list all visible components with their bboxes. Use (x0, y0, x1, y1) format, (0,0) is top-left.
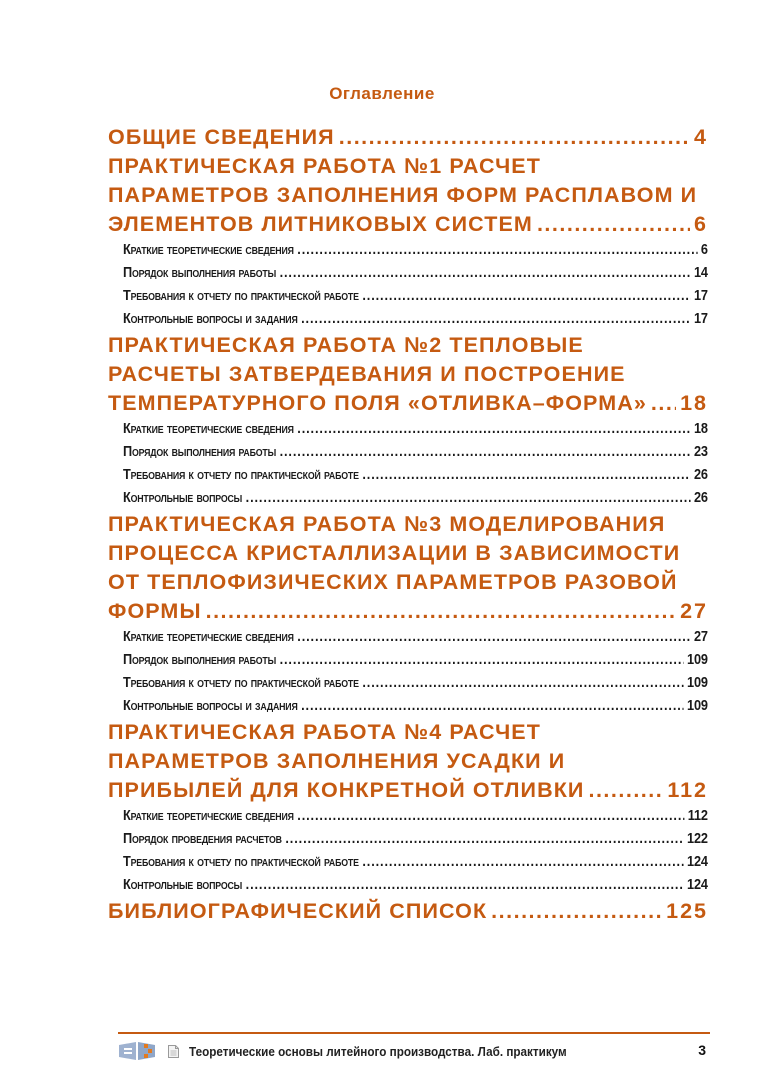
page-ref: 109 (687, 698, 708, 714)
subsection-title: Порядок выполнения работы (122, 652, 277, 668)
book-logo (118, 1041, 156, 1061)
subsection-title: Контрольные вопросы (122, 877, 243, 893)
page-footer (118, 1040, 710, 1062)
dot-leader (297, 239, 697, 262)
page-number: 3 (698, 1042, 706, 1058)
page-ref: 109 (687, 675, 708, 691)
page-ref: 122 (687, 831, 708, 847)
dot-leader (280, 441, 691, 464)
toc-entry-sub[interactable] (108, 672, 708, 695)
section-title-line: ОТ ТЕПЛОФИЗИЧЕСКИХ ПАРАМЕТРОВ РАЗОВОЙ (108, 570, 678, 594)
dot-leader (651, 389, 676, 418)
toc-entry-sub[interactable] (108, 262, 708, 285)
toc-entry-sub[interactable] (108, 418, 708, 441)
subsection-title: Краткие теоретические сведения (122, 629, 294, 645)
page-ref: 18 (693, 421, 708, 437)
dot-leader (537, 210, 690, 239)
section-title-line: ПАРАМЕТРОВ ЗАПОЛНЕНИЯ УСАДКИ И (108, 749, 566, 773)
subsection-title: Порядок выполнения работы (122, 444, 277, 460)
section-title-line: ПРАКТИЧЕСКАЯ РАБОТА №2 ТЕПЛОВЫЕ (108, 333, 584, 357)
toc-entry-sub[interactable] (108, 464, 708, 487)
toc-section (108, 510, 708, 718)
toc-entry-sub[interactable] (108, 851, 708, 874)
subsection-title: Требования к отчету по практической работе (122, 288, 359, 304)
toc-entry-sub[interactable] (108, 805, 708, 828)
dot-leader (206, 597, 676, 626)
section-title-line: ПРАКТИЧЕСКАЯ РАБОТА №4 РАСЧЕТ (108, 720, 541, 744)
subsection-title: Контрольные вопросы и задания (122, 698, 298, 714)
toc-section (108, 718, 708, 897)
section-title-line: ПРАКТИЧЕСКАЯ РАБОТА №3 МОДЕЛИРОВАНИЯ (108, 512, 666, 536)
toc-entry-sub[interactable] (108, 285, 708, 308)
subsection-title: Требования к отчету по практической работе (122, 467, 359, 483)
dot-leader (246, 487, 691, 510)
dot-leader (246, 874, 684, 897)
page-ref: 14 (693, 265, 708, 281)
toc-entry-sub[interactable] (108, 441, 708, 464)
toc-section (108, 123, 708, 152)
toc-entry-main[interactable] (108, 897, 708, 926)
dot-leader (491, 897, 662, 926)
page-ref: 17 (693, 311, 708, 327)
subsection-title: Требования к отчету по практической работе (122, 675, 359, 691)
toc-entry-sub[interactable] (108, 487, 708, 510)
dot-leader (362, 672, 683, 695)
document-icon (168, 1045, 179, 1058)
toc-entry-sub[interactable] (108, 308, 708, 331)
section-title: БИБЛИОГРАФИЧЕСКИЙ СПИСОК (108, 899, 488, 923)
page-ref: 109 (687, 652, 708, 668)
page-ref: 4 (694, 125, 708, 149)
toc-section (108, 897, 708, 926)
toc-entry-sub[interactable] (108, 828, 708, 851)
page-ref: 26 (693, 490, 708, 506)
subsection-title: Контрольные вопросы (122, 490, 243, 506)
subsection-title: Порядок выполнения работы (122, 265, 277, 281)
section-title: ПРИБЫЛЕЙ ДЛЯ КОНКРЕТНОЙ ОТЛИВКИ (108, 778, 585, 802)
dot-leader (297, 418, 690, 441)
subsection-title: Краткие теоретические сведения (122, 242, 294, 258)
section-title: ЭЛЕМЕНТОВ ЛИТНИКОВЫХ СИСТЕМ (108, 212, 533, 236)
dot-leader (339, 123, 690, 152)
dot-leader (297, 626, 690, 649)
page-ref: 27 (693, 629, 708, 645)
section-title-line: ПРОЦЕССА КРИСТАЛЛИЗАЦИИ В ЗАВИСИМОСТИ (108, 541, 681, 565)
section-title-line: ПРАКТИЧЕСКАЯ РАБОТА №1 РАСЧЕТ (108, 154, 541, 178)
page-ref: 27 (680, 599, 708, 623)
dot-leader (362, 851, 683, 874)
toc-entry-sub[interactable] (108, 695, 708, 718)
toc-entry-sub[interactable] (108, 874, 708, 897)
dot-leader (362, 464, 690, 487)
dot-leader (297, 805, 684, 828)
subsection-title: Краткие теоретические сведения (122, 808, 294, 824)
subsection-title: Контрольные вопросы и задания (122, 311, 298, 327)
page-ref: 112 (667, 778, 708, 802)
page-ref: 17 (693, 288, 708, 304)
page-ref: 23 (693, 444, 708, 460)
dot-leader (285, 828, 683, 851)
dot-leader (301, 308, 690, 331)
section-title-line: РАСЧЕТЫ ЗАТВЕРДЕВАНИЯ И ПОСТРОЕНИЕ (108, 362, 626, 386)
section-title-line: ПАРАМЕТРОВ ЗАПОЛНЕНИЯ ФОРМ РАСПЛАВОМ И (108, 183, 698, 207)
subsection-title: Требования к отчету по практической работе (122, 854, 359, 870)
section-title: ФОРМЫ (108, 599, 202, 623)
toc-entry-sub[interactable] (108, 626, 708, 649)
footer-title: Теоретические основы литейного производства. Лаб. практикум (189, 1043, 567, 1059)
subsection-title: Краткие теоретические сведения (122, 421, 294, 437)
page-ref: 6 (700, 242, 708, 258)
section-title: ТЕМПЕРАТУРНОГО ПОЛЯ «ОТЛИВКА–ФОРМА» (108, 391, 647, 415)
page-ref: 26 (693, 467, 708, 483)
toc-entry-sub[interactable] (108, 649, 708, 672)
subsection-title: Порядок проведения расчетов (122, 831, 282, 847)
page-ref: 124 (687, 877, 708, 893)
page-ref: 124 (687, 854, 708, 870)
toc-section (108, 331, 708, 510)
dot-leader (301, 695, 683, 718)
page-ref: 18 (680, 391, 708, 415)
toc-entry-main[interactable] (108, 597, 708, 626)
dot-leader (280, 649, 684, 672)
page-ref: 125 (666, 899, 708, 923)
toc-entry-main[interactable] (108, 776, 708, 805)
toc-entry-sub[interactable] (108, 239, 708, 262)
table-of-contents (108, 123, 708, 926)
toc-entry-main[interactable] (108, 210, 708, 239)
dot-leader (280, 262, 691, 285)
dot-leader (362, 285, 690, 308)
toc-entry-main[interactable] (108, 123, 708, 152)
page-ref: 6 (694, 212, 708, 236)
dot-leader (588, 776, 663, 805)
page-title: Оглавление (329, 84, 435, 103)
page-ref: 112 (687, 808, 708, 824)
toc-section (108, 152, 708, 331)
toc-entry-main[interactable] (108, 389, 708, 418)
section-title: ОБЩИЕ СВЕДЕНИЯ (108, 125, 335, 149)
footer-divider (118, 1032, 710, 1034)
